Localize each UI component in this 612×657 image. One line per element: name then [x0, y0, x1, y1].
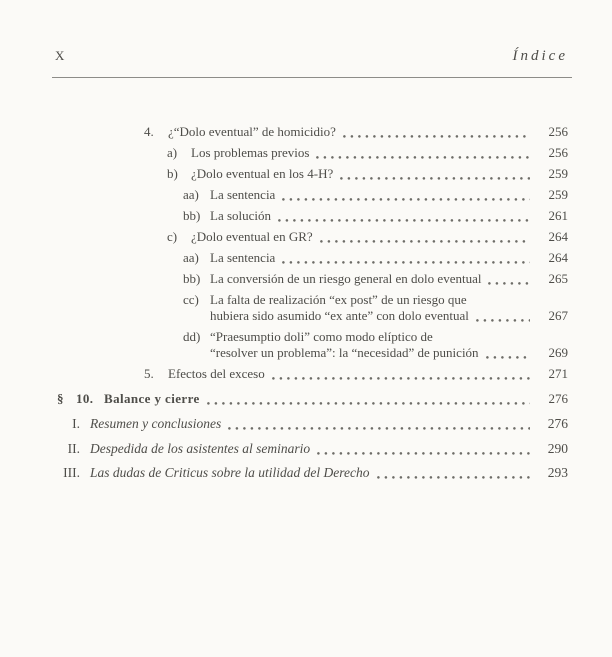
entry-text-line1: “Praesumptio doli” como modo elíptico de [210, 329, 433, 344]
dot-leader [316, 155, 530, 159]
entry-page-number: 271 [548, 366, 568, 381]
entry-content [191, 166, 568, 182]
folio-page-number: X [55, 48, 66, 63]
entry-label: dd) [183, 329, 201, 344]
entry-label: bb) [183, 271, 201, 286]
entry-content [210, 329, 568, 361]
entry-label: a) [167, 145, 178, 160]
entry-text: “resolver un problema”: la “necesidad” de punición [210, 345, 479, 360]
dot-leader [340, 176, 530, 180]
entry-content [210, 250, 568, 266]
page-header [0, 0, 612, 65]
toc-entry [0, 187, 568, 203]
dot-leader [317, 451, 530, 455]
entry-text: ¿Dolo eventual en GR? [191, 229, 313, 244]
entry-text: La sentencia [210, 250, 276, 265]
entry-label: II. [67, 440, 80, 456]
entry-text: hubiera sido asumido “ex ante” con dolo eventual [210, 308, 469, 323]
entry-label: bb) [183, 208, 201, 223]
entry-label: 5. [144, 366, 154, 381]
entry-content [210, 292, 568, 324]
section-mark: § [57, 391, 64, 406]
toc-entry [0, 124, 568, 140]
dot-leader [486, 355, 530, 359]
entry-page-number: 256 [548, 145, 568, 160]
entry-text: La conversión de un riesgo general en dolo eventual [210, 271, 482, 286]
dot-leader [207, 401, 530, 405]
entry-page-number: 259 [548, 187, 568, 202]
entry-label: 10. [76, 391, 94, 406]
entry-label: I. [72, 416, 80, 431]
entry-content [168, 366, 568, 382]
toc-entry [0, 229, 568, 245]
entry-text: Despedida de los asistentes al seminario [90, 440, 311, 456]
entry-content [90, 465, 568, 481]
entry-label: b) [167, 166, 178, 181]
entry-content [90, 416, 568, 432]
entry-page-number: 267 [548, 308, 568, 323]
toc-entry [0, 441, 568, 457]
entry-text: La solución [210, 208, 272, 223]
entry-content [191, 229, 568, 245]
dot-leader [272, 376, 530, 380]
entry-page-number: 259 [548, 166, 568, 181]
dot-leader [320, 239, 530, 243]
toc-entry [0, 292, 568, 324]
entry-text: La sentencia [210, 187, 276, 202]
entry-page-number: 265 [548, 271, 568, 286]
dot-leader [278, 218, 530, 222]
entry-label: aa) [183, 250, 199, 265]
dot-leader [282, 197, 530, 201]
dot-leader [282, 260, 530, 264]
toc-entry [0, 366, 568, 382]
entry-content [90, 441, 568, 457]
toc-entry [0, 416, 568, 432]
toc-entry [0, 391, 568, 407]
entry-text-line1: La falta de realización “ex post” de un riesgo que [210, 292, 467, 307]
toc-entry [0, 250, 568, 266]
toc-entry [0, 166, 568, 182]
entry-page-number: 264 [548, 250, 568, 265]
entry-content [210, 208, 568, 224]
entry-page-number: 293 [547, 465, 568, 480]
toc-entry [0, 271, 568, 287]
entry-text: ¿Dolo eventual en los 4-H? [191, 166, 334, 181]
entry-content [210, 187, 568, 203]
entry-content [210, 271, 568, 287]
running-title: Índice [512, 48, 568, 64]
entry-text: Los problemas previos [191, 145, 310, 160]
entry-content [168, 124, 568, 140]
entry-page-number: 276 [547, 416, 568, 431]
entry-content [104, 391, 568, 407]
header-rule [52, 77, 572, 78]
toc-entry [0, 145, 568, 161]
dot-leader [228, 426, 530, 430]
entry-page-number: 269 [548, 345, 568, 360]
entry-label: cc) [183, 292, 199, 307]
dot-leader [377, 475, 531, 479]
entry-text: Resumen y conclusiones [90, 416, 222, 431]
entry-label: c) [167, 229, 178, 244]
entry-page-number: 261 [548, 208, 568, 223]
entry-text: Balance y cierre [104, 391, 200, 406]
toc-entry [0, 465, 568, 481]
entry-text: Efectos del exceso [168, 366, 265, 381]
entry-content [191, 145, 568, 161]
entry-text: ¿“Dolo eventual” de homicidio? [168, 124, 336, 139]
entry-text: Las dudas de Criticus sobre la utilidad del Derecho [90, 465, 370, 480]
entry-page-number: 264 [548, 229, 568, 244]
entry-label: aa) [183, 187, 199, 202]
toc-entry [0, 329, 568, 361]
dot-leader [488, 281, 530, 285]
entry-label: III. [63, 465, 80, 480]
dot-leader [476, 318, 530, 322]
toc-entry [0, 208, 568, 224]
entry-page-number: 256 [548, 124, 568, 139]
dot-leader [343, 134, 530, 138]
entry-page-number: 276 [548, 391, 568, 406]
toc-list [0, 124, 612, 481]
entry-page-number: 290 [547, 440, 568, 456]
entry-label: 4. [144, 124, 154, 139]
